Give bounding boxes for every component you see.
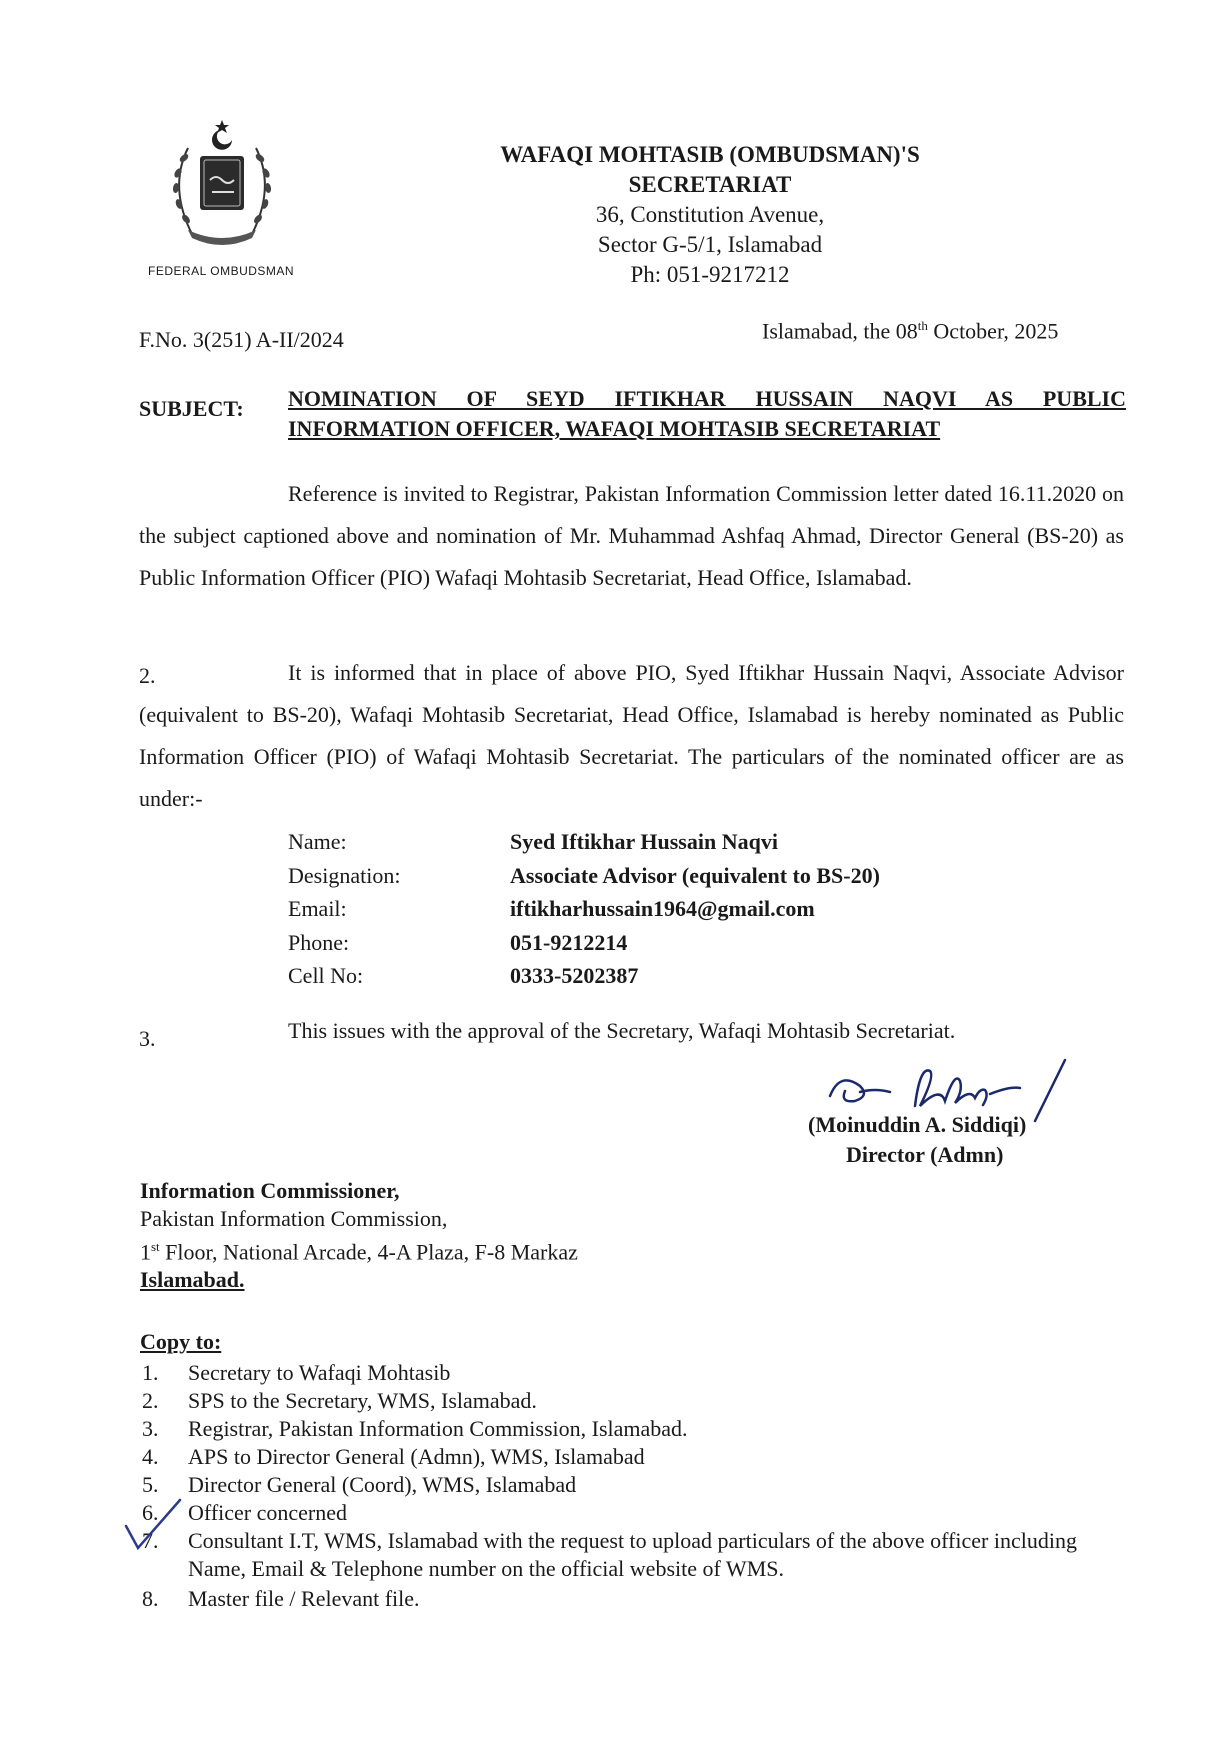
- list-item: 7. Consultant I.T, WMS, Islamabad with the request to upload particulars of the above officer including Name, Email & Telephone number on the official website of WMS.: [142, 1528, 1077, 1581]
- subject-line-2: INFORMATION OFFICER, WAFAQI MOHTASIB SECRETARIAT: [288, 416, 941, 441]
- list-item: 2. SPS to the Secretary, WMS, Islamabad.: [142, 1388, 537, 1413]
- copy-to-heading: Copy to:: [140, 1329, 222, 1354]
- emblem-caption: FEDERAL OMBUDSMAN: [148, 264, 295, 278]
- letterhead-address-2: Sector G-5/1, Islamabad: [597, 232, 823, 257]
- list-item: 3. Registrar, Pakistan Information Commission, Islamabad.: [142, 1416, 688, 1441]
- list-item: 4. APS to Director General (Admn), WMS, Islamabad: [142, 1444, 645, 1469]
- subject-line-1: NOMINATION OF SEYD IFTIKHAR HUSSAIN NAQVI AS PUBLIC: [288, 386, 1126, 411]
- addressee: [140, 1177, 578, 1294]
- letter-date: Islamabad, the 08th October, 2025: [762, 318, 1059, 344]
- detail-designation: Designation: Associate Advisor (equivalent to BS-20): [288, 863, 880, 888]
- letterhead-address-1: 36, Constitution Avenue,: [595, 202, 825, 227]
- list-item: 5. Director General (Coord), WMS, Islamabad: [142, 1472, 577, 1497]
- subject-text: [288, 384, 1126, 444]
- emblem-icon: [148, 118, 298, 258]
- letterhead-phone: Ph: 051-9217212: [630, 262, 790, 287]
- list-item: 8. Master file / Relevant file.: [142, 1586, 420, 1611]
- paragraph-1: Reference is invited to Registrar, Pakistan Information Commission letter dated 16.11.2020 on the subject captioned above and nomination of Mr. Muhammad Ashfaq Ahmad, Director General (BS-20) as Public Information Officer (PIO) Wafaqi Mohtasib Secretariat, Head Office, Islamabad.: [139, 481, 1124, 590]
- detail-email: Email: iftikharhussain1964@gmail.com: [288, 896, 815, 921]
- list-item: 1. Secretary to Wafaqi Mohtasib: [142, 1360, 451, 1385]
- paragraph-2-number: 2.: [139, 663, 156, 688]
- letterhead-org: WAFAQI MOHTASIB (OMBUDSMAN)'S: [500, 142, 920, 167]
- addressee-city: Islamabad.: [140, 1267, 245, 1293]
- paragraph-3-number: 3.: [139, 1026, 156, 1051]
- detail-name: Name: Syed Iftikhar Hussain Naqvi: [288, 829, 778, 854]
- subject-label: SUBJECT:: [139, 396, 244, 421]
- addressee-title: Information Commissioner,: [140, 1178, 400, 1203]
- detail-phone: Phone: 051-9212214: [288, 930, 628, 955]
- detail-cell: Cell No: 0333-5202387: [288, 963, 639, 988]
- check-mark-icon: [118, 1496, 188, 1556]
- file-number: F.No. 3(251) A-II/2024: [139, 327, 344, 352]
- signatory-designation: Director (Admn): [846, 1142, 1004, 1167]
- paragraph-2: It is informed that in place of above PIO, Syed Iftikhar Hussain Naqvi, Associate Advisor (equivalent to BS-20), Wafaqi Mohtasib Secretariat, Head Office, Islamabad is hereby nominated as Public Information Officer (PIO) of Wafaqi Mohtasib Secretariat. The particulars of the nominated officer are as under:-: [139, 660, 1124, 811]
- paragraph-3: This issues with the approval of the Secretary, Wafaqi Mohtasib Secretariat.: [288, 1018, 956, 1043]
- federal-ombudsman-emblem: [148, 118, 298, 258]
- addressee-address: 1st Floor, National Arcade, 4-A Plaza, F-8 Markaz: [140, 1239, 578, 1265]
- letterhead: [440, 140, 980, 290]
- list-item: 6. Officer concerned: [142, 1500, 347, 1525]
- letterhead-org-2: SECRETARIAT: [628, 172, 792, 197]
- signatory-name: (Moinuddin A. Siddiqi): [808, 1112, 1027, 1137]
- addressee-org: Pakistan Information Commission,: [140, 1206, 448, 1231]
